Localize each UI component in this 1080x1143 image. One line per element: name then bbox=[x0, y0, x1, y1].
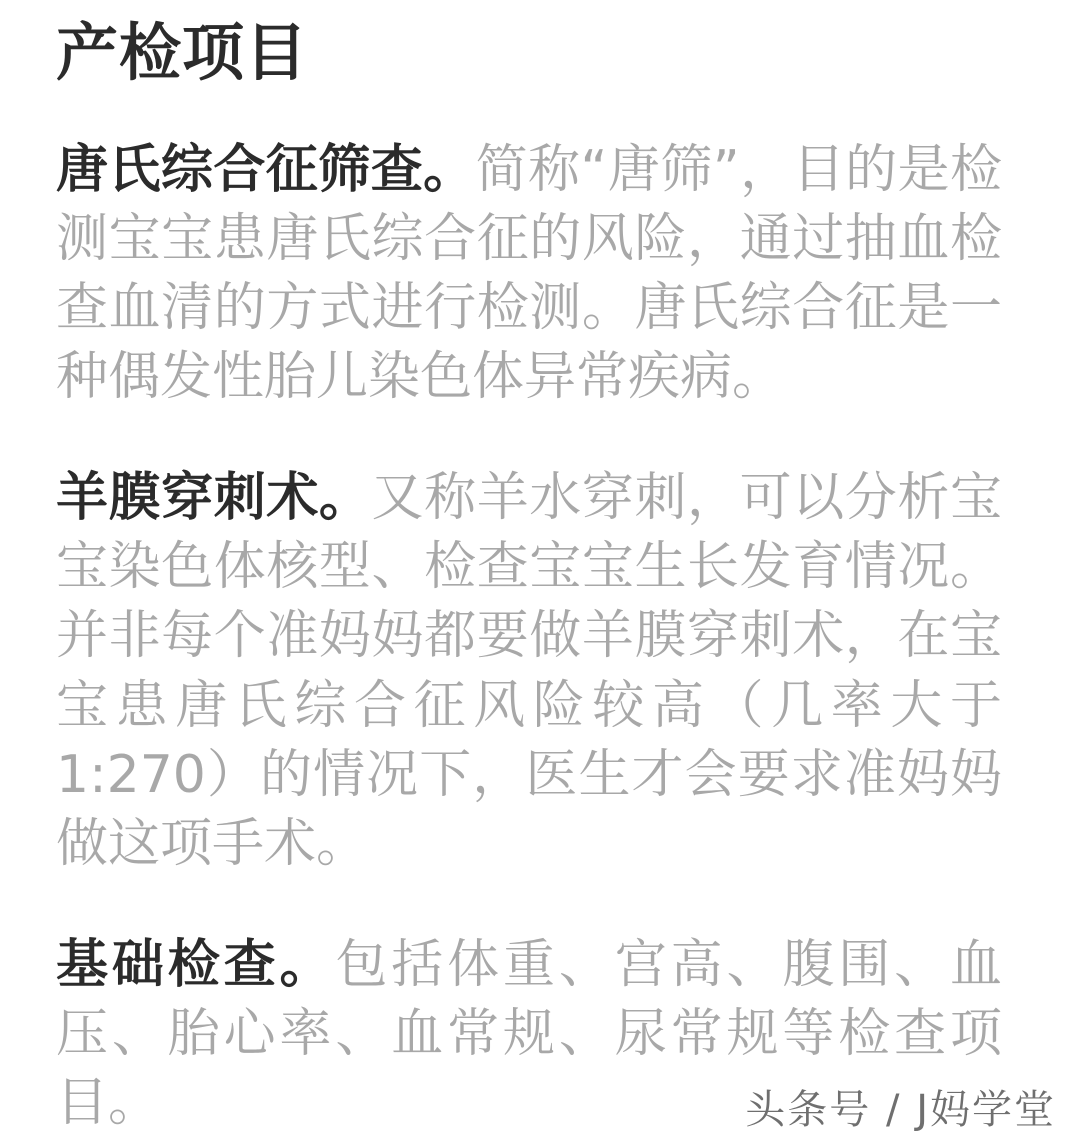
paragraph-lead: 基础检查。 bbox=[56, 935, 336, 996]
paragraph-body: 简称“唐筛”，目的是检测宝宝患唐氏综合征的风险，通过抽血检查血清的方式进行检测。唐氏综合征是一种偶发性胎儿染色体异常疾病。 bbox=[56, 139, 1002, 407]
paragraph-body: 又称羊水穿刺，可以分析宝宝染色体核型、检查宝宝生长发育情况。并非每个准妈妈都要做羊膜穿刺术，在宝宝患唐氏综合征风险较高（几率大于1:270）的情况下，医生才会要求准妈妈做这项手术。 bbox=[56, 468, 1002, 874]
watermark-credit: 头条号 / J妈学堂 bbox=[745, 1087, 1056, 1133]
page-title: 产检项目 bbox=[56, 16, 309, 89]
paragraph-lead: 羊膜穿刺术。 bbox=[56, 468, 372, 529]
paragraph-amniocentesis bbox=[56, 464, 1002, 879]
paragraph-lead: 唐氏综合征筛查。 bbox=[56, 139, 476, 200]
paragraph-down-syndrome-screening bbox=[56, 136, 1002, 413]
paragraph-body: 包括体重、宫高、腹围、血压、胎心率、血常规、尿常规等检查项目。 bbox=[56, 935, 1002, 1134]
